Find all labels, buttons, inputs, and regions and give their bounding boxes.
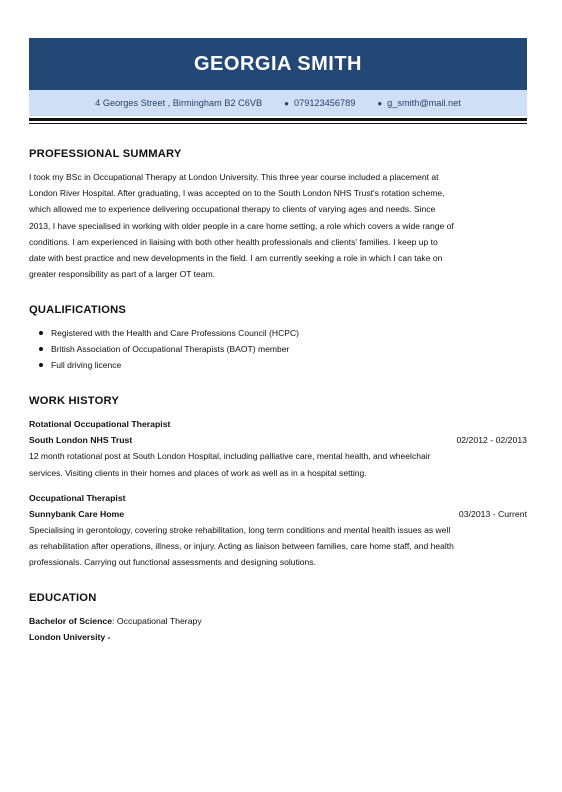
section-title: EDUCATION [29,592,97,605]
job-dates: 03/2013 - Current [458,508,527,519]
resume-page [29,38,527,645]
name-banner [29,38,527,90]
section-title: QUALIFICATIONS [29,304,127,317]
list-item: British Association of Occupational Therapists (BAOT) member [39,341,527,357]
work-history-section [29,395,527,570]
divider-thick [29,118,527,121]
section-title: PROFESSIONAL SUMMARY [29,148,182,160]
summary-section [29,148,527,282]
job-employer-row [29,432,527,448]
job-title: Rotational Occupational Therapist [29,419,171,430]
job-description: Specialising in gerontology, covering stroke rehabilitation, long term conditions and mental health issues as well as rehabilitation after operations, illness, or injury. Acting as liaison between families, care home staff, and health professionals. Carrying out functional assessments and designing solutions. [29,524,454,568]
summary-text: I took my BSc in Occupational Therapy at London University. This three year course included a placement at London River Hospital. After graduating, I was accepted on to the South London NHS Trust's rotation scheme, which allowed me to experience delivering occupational therapy to clients of varying ages and needs. Since 2013, I have specialised in working with older people in a care home setting, a role which covers a wide range of conditions. I am experienced in liaising with both other health professionals and clients' families. I keep up to date with best practice and new developments in the field. I am currently seeking a role in which I can take on greater responsibility as part of a larger OT team. [29,172,454,280]
job-description: 12 month rotational post at South London Hospital, including palliative care, mental health, and wheelchair services. Visiting clients in their homes and places of work as well as in a hospital setting. [29,451,431,478]
job-title: Occupational Therapist [29,492,126,503]
candidate-name: GEORGIA SMITH [194,52,362,75]
list-item: Registered with the Health and Care Professions Council (HCPC) [39,325,527,341]
job-dates: 02/2012 - 02/2013 [456,435,527,446]
contact-address: 4 Georges Street , Birmingham B2 C6VB [95,98,263,108]
contact-email: ● g_smith@mail.net [377,98,461,108]
qualifications-section [29,304,527,373]
contact-bar [29,90,527,116]
contact-phone: ● 07912345678​9 [284,98,356,108]
section-title: WORK HISTORY [29,395,120,408]
bullet-icon [39,347,43,351]
job-employer-row [29,506,527,522]
bullet-icon [39,363,43,367]
bullet-icon: ● [284,98,289,108]
job-employer: South London NHS Trust [29,435,133,446]
job-employer: Sunnybank Care Home [29,508,125,519]
education-school: London University - [29,632,111,643]
list-item: Full driving licence [39,357,527,373]
job-entry [29,490,527,571]
divider-thin [29,123,527,124]
education-section [29,592,527,645]
qualifications-list [29,325,527,373]
bullet-icon [39,331,43,335]
bullet-icon: ● [377,98,383,108]
education-degree: Bachelor of Science: Occupational Therapy [29,616,202,627]
job-entry [29,416,527,480]
